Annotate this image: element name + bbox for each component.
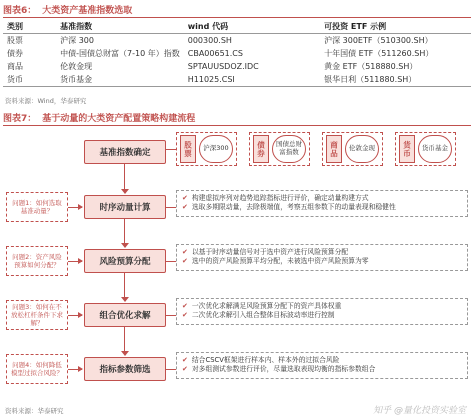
desc-text: 二次优化求解引入组合整体目标波动率进行控制	[191, 311, 335, 320]
check-icon: ✔	[182, 257, 188, 266]
cell: 沪深 300	[60, 36, 94, 45]
desc-risk-budget	[176, 244, 468, 271]
step-momentum-calc: 时序动量计算	[84, 195, 166, 219]
arrow-right-icon	[68, 315, 82, 316]
cell: SPTAUUSDOZ.IDC	[187, 62, 259, 71]
step-benchmark-selection: 基准指数确定	[84, 140, 166, 164]
connector-line	[124, 219, 125, 244]
check-icon: ✔	[182, 194, 188, 202]
figure6-title: 大类资产基准指数选取	[42, 6, 133, 16]
check-icon: ✔	[182, 203, 188, 212]
strategy-flowchart	[0, 128, 474, 404]
check-icon: ✔	[182, 356, 188, 364]
figure6-source: 资料来源：Wind，华泰研究	[5, 97, 87, 105]
check-icon: ✔	[182, 302, 188, 310]
connector-line	[166, 315, 176, 316]
cell: 中债-国债总财富（7-10 年）指数	[60, 49, 180, 58]
desc-text: 选取多期限动量，去除极端值，考察五组参数下的动量表现和稳健性	[191, 203, 396, 212]
figure6-title-bar	[3, 2, 471, 18]
table-row	[3, 34, 471, 48]
table-header-row	[3, 20, 471, 34]
table-row	[3, 47, 471, 60]
figure7-tag: 图表7：	[3, 114, 37, 124]
cell: 伦敦金现	[60, 62, 93, 71]
cell: 银华日利（511880.SH）	[324, 75, 417, 84]
arrow-right-icon	[68, 207, 82, 208]
cell: 沪深 300ETF（510300.SH）	[324, 36, 433, 45]
cell: 债券	[7, 49, 23, 58]
step-parameter-screening: 指标参数筛选	[84, 357, 166, 381]
header-etf-example: 可投资 ETF 示例	[320, 20, 471, 34]
question-4: 问题4：如何降低模型过拟合风险？	[6, 354, 68, 384]
desc-text: 选中的资产风险预算平均分配，未被选中资产风险预算为零	[191, 257, 369, 266]
connector-line	[124, 327, 125, 352]
arrow-right-icon	[68, 261, 82, 262]
desc-text: 对多组测试参数进行评价，尽量选取表现均衡的指标参数组合	[191, 365, 376, 374]
benchmark-index-table	[3, 20, 471, 87]
desc-parameters	[176, 352, 468, 379]
figure7-title: 基于动量的大类资产配置策略构建流程	[42, 114, 196, 124]
question-1: 问题1：如何选取基准动量？	[6, 192, 68, 222]
cell: 货币	[7, 75, 23, 84]
desc-item	[182, 365, 462, 374]
asset-group-cash	[395, 132, 456, 166]
header-benchmark: 基准指数	[56, 20, 184, 34]
cell: 000300.SH	[187, 36, 232, 45]
step-portfolio-optimization: 组合优化求解	[84, 303, 166, 327]
figure6-tag: 图表6：	[3, 6, 37, 16]
desc-text: 一次优化求解满足风险预算分配下的资产具体权重	[191, 302, 342, 310]
check-icon: ✔	[182, 248, 188, 256]
desc-optimization	[176, 298, 468, 325]
cell: 黄金 ETF（518880.SH）	[324, 62, 418, 71]
asset-category: 商品	[326, 135, 342, 163]
asset-category: 货币	[399, 135, 415, 163]
connector-line	[166, 261, 176, 262]
desc-item	[182, 257, 462, 266]
table-row	[3, 60, 471, 73]
asset-group-stock	[176, 132, 237, 166]
connector-line	[124, 273, 125, 298]
check-icon: ✔	[182, 365, 188, 374]
desc-item	[182, 203, 462, 212]
connector-line	[124, 164, 125, 190]
figure7-source: 资料来源：华泰研究	[5, 407, 64, 415]
asset-item: 货币基金	[418, 135, 452, 163]
arrow-right-icon	[68, 369, 82, 370]
asset-category: 股票	[180, 135, 196, 163]
arrow-down-icon	[121, 189, 129, 194]
asset-item: 沪深300	[199, 135, 233, 163]
question-2: 问题2：资产风险预算如何分配？	[6, 246, 68, 276]
cell: 股票	[7, 36, 23, 45]
cell: 十年国债 ETF（511260.SH）	[324, 49, 434, 58]
connector-line	[166, 149, 176, 150]
table-row	[3, 73, 471, 87]
cell: 商品	[7, 62, 23, 71]
cell: CBA00651.CS	[187, 49, 243, 58]
desc-text: 结合CSCV框架进行样本内、样本外的过拟合风险	[191, 356, 340, 364]
desc-momentum	[176, 190, 468, 217]
arrow-down-icon	[121, 297, 129, 302]
asset-item: 国债总财富指数	[272, 135, 306, 163]
question-3: 问题3：如何在不放松杠杆条件下求解？	[6, 300, 68, 330]
arrow-down-icon	[121, 351, 129, 356]
header-category: 类别	[3, 20, 56, 34]
asset-item: 伦敦金现	[345, 135, 379, 163]
cell: H11025.CSI	[187, 75, 235, 84]
watermark: 知乎 @量化投资实验室	[373, 406, 466, 416]
desc-text: 构建虚拟序列对趋势追踪指标进行评价，确定动量构建方式	[191, 194, 369, 202]
desc-text: 以基于时序动量信号对于选中资产进行风险预算分配	[191, 248, 349, 256]
asset-group-bond	[249, 132, 310, 166]
connector-line	[166, 369, 176, 370]
asset-group-commodity	[322, 132, 383, 166]
asset-category: 债券	[253, 135, 269, 163]
connector-line	[166, 207, 176, 208]
step-risk-budget: 风险预算分配	[84, 249, 166, 273]
check-icon: ✔	[182, 311, 188, 320]
arrow-down-icon	[121, 243, 129, 248]
cell: 货币基金	[60, 75, 93, 84]
desc-item	[182, 311, 462, 320]
figure7-title-bar	[3, 110, 471, 126]
header-wind-code: wind 代码	[184, 20, 320, 34]
